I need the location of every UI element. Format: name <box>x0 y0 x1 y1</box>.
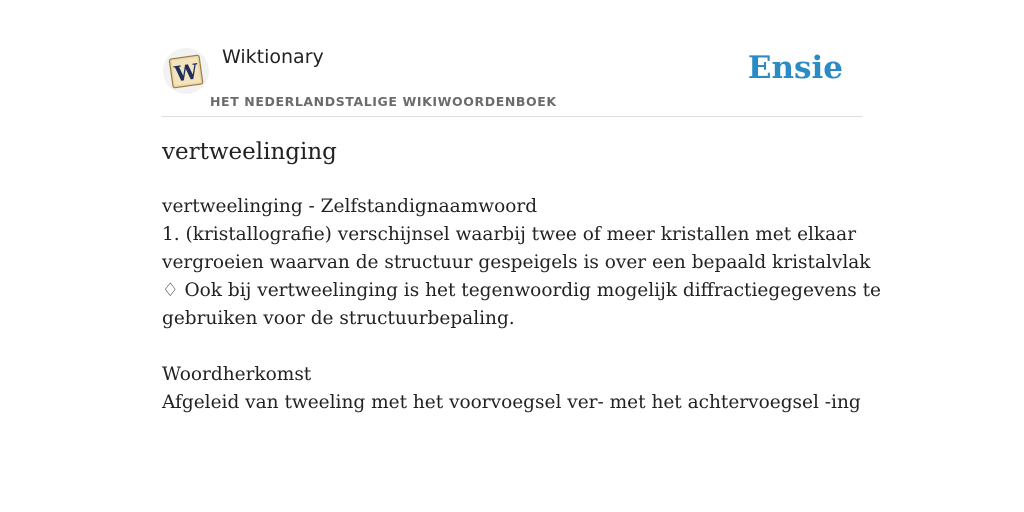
wiktionary-logo-icon[interactable] <box>162 47 210 95</box>
paragraph-spacer <box>162 333 862 361</box>
site-name-link[interactable]: Wiktionary <box>222 46 324 68</box>
site-header <box>162 0 862 117</box>
page-title: vertweelinging <box>162 139 337 165</box>
logo-letter: W <box>172 58 200 87</box>
definition-line: vergroeien waarvan de structuur gespeigels is over een bepaald kristalvlak <box>162 252 871 273</box>
site-tagline: HET NEDERLANDSTALIGE WIKIWOORDENBOEK <box>210 94 557 109</box>
etymology-text: Afgeleid van tweeling met het voorvoegsel ver- met het achtervoegsel -ing <box>162 392 861 413</box>
definition-line: ♢ Ook bij vertweelinging is het tegenwoordig mogelijk diffractiegegevens te <box>162 280 882 301</box>
ensie-brand-logo[interactable]: Ensie <box>747 50 843 86</box>
etymology-heading: Woordherkomst <box>162 364 312 385</box>
definition-heading: vertweelinging - Zelfstandignaamwoord <box>162 196 538 217</box>
definition-line: 1. (kristallografie) verschijnsel waarbij twee of meer kristallen met elkaar <box>162 224 857 245</box>
definition-line: gebruiken voor de structuurbepaling. <box>162 308 515 329</box>
article-content <box>162 193 882 417</box>
page <box>162 0 882 512</box>
